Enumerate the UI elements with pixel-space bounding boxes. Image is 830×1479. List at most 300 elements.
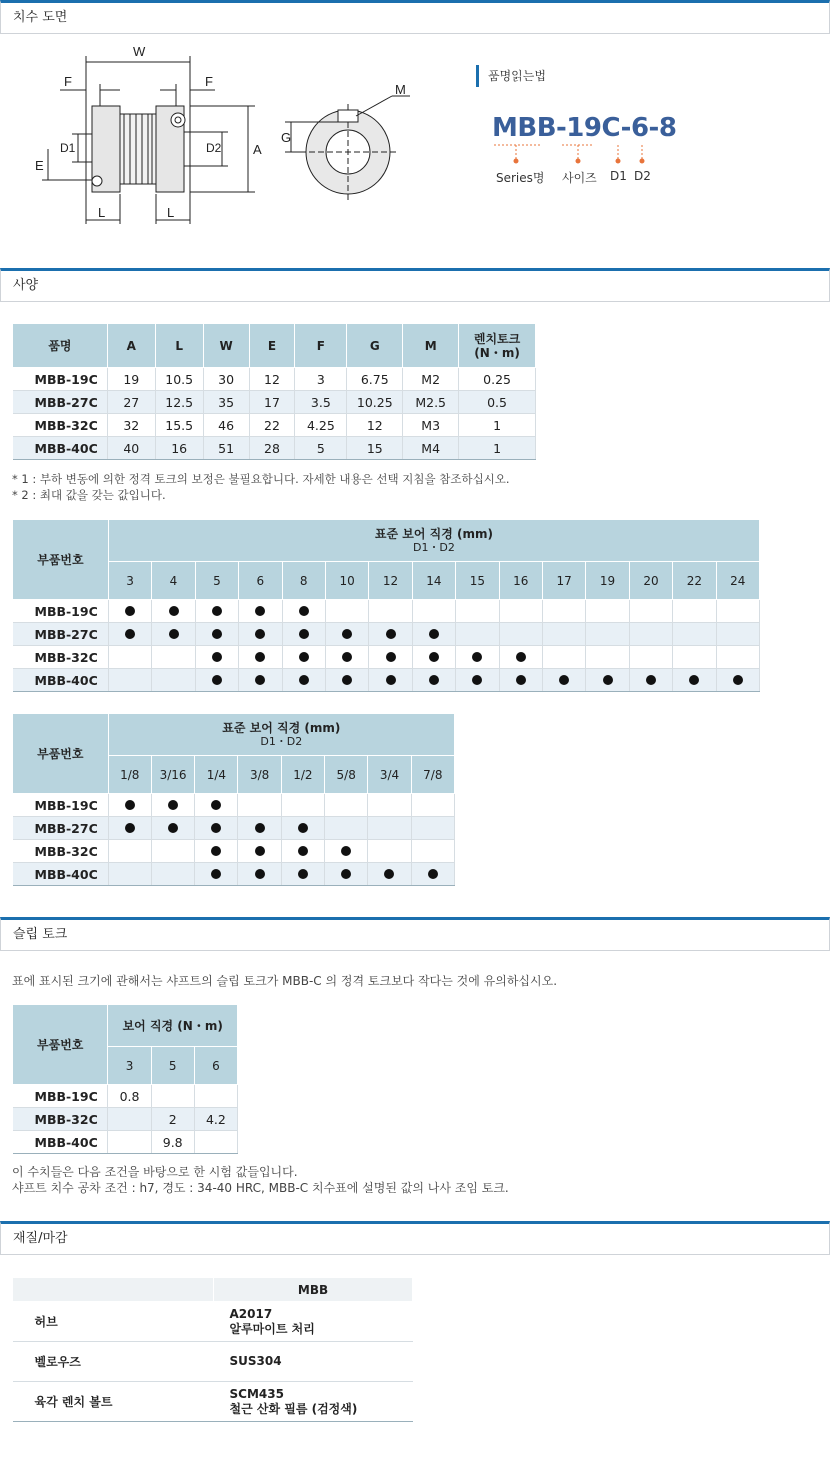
- available-dot-icon: [516, 675, 526, 685]
- part-number: MBB-32C: [13, 1108, 108, 1131]
- part-number: MBB-32C: [13, 646, 109, 669]
- bore-cell: [499, 623, 542, 646]
- naming-code: MBB-19C-6-8: [492, 113, 677, 143]
- available-dot-icon: [125, 823, 135, 833]
- table-cell: 6.75: [347, 368, 403, 391]
- bore-cell: [456, 623, 499, 646]
- available-dot-icon: [429, 675, 439, 685]
- bore-cell: [369, 600, 412, 623]
- table-cell: MBB-19C: [13, 368, 108, 391]
- bore-group-sub: D1・D2: [412, 540, 455, 554]
- bore-cell: [369, 669, 412, 692]
- table-cell: 15.5: [155, 414, 203, 437]
- available-dot-icon: [255, 846, 265, 856]
- bore-cell: [282, 669, 325, 692]
- bore-group-sub: D1・D2: [260, 734, 303, 748]
- label-M: M: [395, 82, 406, 97]
- spec-header: M: [403, 324, 459, 368]
- bore-metric-table: [12, 519, 760, 692]
- bore-cell: [195, 600, 238, 623]
- bore-cell: [281, 794, 324, 817]
- table-cell: 1: [459, 437, 536, 460]
- bore-cell: [456, 600, 499, 623]
- table-cell: 12: [347, 414, 403, 437]
- table-row: [13, 863, 455, 886]
- table-cell: 12: [249, 368, 295, 391]
- material-part: 육각 렌치 볼트: [13, 1382, 214, 1422]
- bore-size-header: 3/8: [238, 756, 281, 794]
- bore-cell: [238, 794, 281, 817]
- bore-cell: [412, 646, 455, 669]
- naming-guide: [476, 65, 776, 205]
- part-number: MBB-27C: [13, 817, 109, 840]
- available-dot-icon: [386, 675, 396, 685]
- bore-cell: [195, 863, 238, 886]
- bore-cell: [412, 669, 455, 692]
- bore-cell: [108, 623, 151, 646]
- available-dot-icon: [255, 869, 265, 879]
- section-title: 사양: [13, 278, 39, 293]
- bore-cell: [108, 669, 151, 692]
- available-dot-icon: [169, 606, 179, 616]
- available-dot-icon: [255, 823, 265, 833]
- table-row: [13, 1342, 413, 1382]
- table-cell: 0.25: [459, 368, 536, 391]
- bore-size-header: 20: [629, 562, 672, 600]
- bore-cell: [108, 840, 151, 863]
- part-number: MBB-19C: [13, 600, 109, 623]
- table-cell: 22: [249, 414, 295, 437]
- bore-cell: [325, 646, 368, 669]
- available-dot-icon: [472, 675, 482, 685]
- table-cell: 51: [203, 437, 249, 460]
- available-dot-icon: [125, 606, 135, 616]
- bore-cell: [325, 600, 368, 623]
- bore-cell: [411, 794, 454, 817]
- bore-cell: [411, 840, 454, 863]
- label-L-right: L: [167, 205, 175, 220]
- bore-cell: [586, 669, 629, 692]
- spec-header: W: [203, 324, 249, 368]
- label-W: W: [133, 44, 146, 59]
- bore-cell: [368, 817, 411, 840]
- bore-cell: [716, 669, 759, 692]
- available-dot-icon: [342, 652, 352, 662]
- table-row: [13, 669, 760, 692]
- bore-size-header: 1/2: [281, 756, 324, 794]
- bore-cell: [152, 669, 195, 692]
- table-cell: 0.5: [459, 391, 536, 414]
- slip-value: [108, 1108, 151, 1131]
- bore-size-header: 16: [499, 562, 542, 600]
- table-cell: 10.25: [347, 391, 403, 414]
- section-title: 재질/마감: [13, 1231, 68, 1246]
- table-row: [13, 414, 536, 437]
- bore-cell: [369, 646, 412, 669]
- bore-cell: [586, 600, 629, 623]
- bore-cell: [281, 840, 324, 863]
- table-cell: M2.5: [403, 391, 459, 414]
- bore-cell: [151, 794, 194, 817]
- bore-size-header: 10: [325, 562, 368, 600]
- available-dot-icon: [429, 652, 439, 662]
- spec-header: E: [249, 324, 295, 368]
- section-header-material: [0, 1221, 830, 1255]
- label-L-left: L: [98, 205, 106, 220]
- slip-note-1: 이 수치들은 다음 조건을 바탕으로 한 시험 값들입니다.: [12, 1165, 298, 1179]
- bore-inch-table: [12, 713, 455, 886]
- bore-size-header: 7/8: [411, 756, 454, 794]
- slip-value: 4.2: [194, 1108, 237, 1131]
- bore-cell: [152, 623, 195, 646]
- table-cell: 12.5: [155, 391, 203, 414]
- available-dot-icon: [733, 675, 743, 685]
- available-dot-icon: [211, 823, 221, 833]
- table-cell: MBB-40C: [13, 437, 108, 460]
- bore-cell: [195, 817, 238, 840]
- bore-cell: [368, 840, 411, 863]
- spec-header: A: [107, 324, 155, 368]
- available-dot-icon: [299, 652, 309, 662]
- bore-size-header: 8: [282, 562, 325, 600]
- slip-value: 9.8: [151, 1131, 194, 1154]
- material-part: 허브: [13, 1302, 214, 1342]
- bore-cell: [239, 669, 282, 692]
- table-cell: 27: [107, 391, 155, 414]
- table-cell: 40: [107, 437, 155, 460]
- bore-size-header: 3/4: [368, 756, 411, 794]
- table-cell: 32: [107, 414, 155, 437]
- bore-cell: [152, 646, 195, 669]
- bore-size-header: 22: [673, 562, 716, 600]
- bore-cell: [368, 794, 411, 817]
- bore-cell: [195, 840, 238, 863]
- bore-cell: [108, 817, 151, 840]
- table-cell: 28: [249, 437, 295, 460]
- naming-title: 품명읽는법: [488, 69, 546, 83]
- bore-cell: [542, 669, 585, 692]
- material-value-line: SCM435: [229, 1386, 284, 1401]
- part-number: MBB-40C: [13, 669, 109, 692]
- section-header-dimension: [0, 0, 830, 34]
- bore-cell: [195, 669, 238, 692]
- spec-note-2: * 2 : 최대 값을 갖는 값입니다.: [12, 488, 166, 502]
- material-header: MBB: [214, 1278, 413, 1302]
- table-cell: 16: [155, 437, 203, 460]
- label-A: A: [253, 142, 262, 157]
- table-cell: M4: [403, 437, 459, 460]
- available-dot-icon: [384, 869, 394, 879]
- table-cell: 5: [295, 437, 347, 460]
- bore-cell: [325, 817, 368, 840]
- spec-header: 품명: [13, 324, 108, 368]
- bore-cell: [281, 817, 324, 840]
- table-cell: 15: [347, 437, 403, 460]
- table-row: [13, 817, 455, 840]
- bore-cell: [239, 646, 282, 669]
- table-cell: MBB-27C: [13, 391, 108, 414]
- label-F-right: F: [205, 74, 213, 89]
- bore-cell: [282, 646, 325, 669]
- table-cell: 17: [249, 391, 295, 414]
- bore-group-header: [108, 714, 454, 756]
- slip-group-header: 보어 직경 (N・m): [108, 1005, 238, 1047]
- material-value-line: 알루마이트 처리: [229, 1321, 315, 1336]
- bore-cell: [716, 623, 759, 646]
- bore-cell: [281, 863, 324, 886]
- bore-cell: [151, 817, 194, 840]
- bore-cell: [108, 794, 151, 817]
- available-dot-icon: [386, 652, 396, 662]
- bore-cell: [629, 669, 672, 692]
- table-row: [13, 1085, 238, 1108]
- table-row: [13, 840, 455, 863]
- slip-note-2: 샤프트 치수 공차 조건 : h7, 경도 : 34-40 HRC, MBB-C 치수표에 설명된 값의 나사 조임 토크.: [12, 1181, 509, 1195]
- bore-group-header: [108, 520, 759, 562]
- available-dot-icon: [299, 675, 309, 685]
- bore-cell: [368, 863, 411, 886]
- bore-cell: [499, 600, 542, 623]
- table-cell: 46: [203, 414, 249, 437]
- table-row: [13, 1302, 413, 1342]
- available-dot-icon: [211, 869, 221, 879]
- bore-size-header: 24: [716, 562, 759, 600]
- bore-cell: [542, 646, 585, 669]
- part-number: MBB-40C: [13, 863, 109, 886]
- bore-cell: [542, 600, 585, 623]
- available-dot-icon: [255, 629, 265, 639]
- bore-cell: [412, 623, 455, 646]
- table-cell: MBB-32C: [13, 414, 108, 437]
- bore-size-header: 1/4: [195, 756, 238, 794]
- section-header-spec: [0, 268, 830, 302]
- available-dot-icon: [212, 675, 222, 685]
- available-dot-icon: [168, 800, 178, 810]
- slip-intro: 표에 표시된 크기에 관해서는 샤프트의 슬립 토크가 MBB-C 의 정격 토크보다 작다는 것에 유의하십시오.: [12, 974, 558, 988]
- table-cell: 35: [203, 391, 249, 414]
- available-dot-icon: [428, 869, 438, 879]
- part-number-header: 부품번호: [13, 520, 109, 600]
- material-value: [214, 1382, 413, 1422]
- table-cell: M2: [403, 368, 459, 391]
- bore-size-header: 15: [456, 562, 499, 600]
- bore-cell: [108, 600, 151, 623]
- material-value: [214, 1342, 413, 1382]
- available-dot-icon: [341, 869, 351, 879]
- slip-value: 0.8: [108, 1085, 151, 1108]
- table-row: [13, 600, 760, 623]
- slip-size-header: 3: [108, 1047, 151, 1085]
- available-dot-icon: [212, 606, 222, 616]
- bore-cell: [716, 646, 759, 669]
- material-table: [12, 1277, 413, 1422]
- available-dot-icon: [341, 846, 351, 856]
- available-dot-icon: [125, 800, 135, 810]
- available-dot-icon: [255, 652, 265, 662]
- naming-part-d2: D2: [634, 169, 651, 183]
- available-dot-icon: [646, 675, 656, 685]
- bore-cell: [108, 863, 151, 886]
- bore-cell: [586, 646, 629, 669]
- part-number-header: 부품번호: [13, 1005, 108, 1085]
- bore-cell: [325, 840, 368, 863]
- bore-cell: [673, 646, 716, 669]
- material-value-line: 철근 산화 필름 (검정색): [229, 1401, 358, 1416]
- slip-value: [194, 1085, 237, 1108]
- naming-accent-bar: [476, 65, 479, 87]
- naming-part-size: 사이즈: [562, 171, 597, 185]
- material-part: 벨로우즈: [13, 1342, 214, 1382]
- bore-size-header: 1/8: [108, 756, 151, 794]
- bore-cell: [412, 600, 455, 623]
- table-cell: 3.5: [295, 391, 347, 414]
- table-row: [13, 646, 760, 669]
- bore-cell: [325, 863, 368, 886]
- available-dot-icon: [342, 629, 352, 639]
- bore-cell: [456, 669, 499, 692]
- material-value-line: A2017: [229, 1306, 273, 1321]
- available-dot-icon: [168, 823, 178, 833]
- material-value-line: SUS304: [229, 1354, 282, 1368]
- table-cell: 3: [295, 368, 347, 391]
- label-D1: D1: [60, 141, 76, 155]
- available-dot-icon: [169, 629, 179, 639]
- bore-cell: [586, 623, 629, 646]
- table-row: [13, 1131, 238, 1154]
- bore-cell: [325, 669, 368, 692]
- slip-value: 2: [151, 1108, 194, 1131]
- bore-size-header: 14: [412, 562, 455, 600]
- bore-size-header: 5: [195, 562, 238, 600]
- bore-cell: [369, 623, 412, 646]
- bore-cell: [151, 840, 194, 863]
- spec-header: 렌치토크 (N・m): [459, 324, 536, 368]
- bore-group-title: 표준 보어 직경 (mm): [374, 526, 493, 541]
- available-dot-icon: [211, 846, 221, 856]
- bore-cell: [239, 600, 282, 623]
- table-row: [13, 1382, 413, 1422]
- part-number: MBB-32C: [13, 840, 109, 863]
- slip-value: [108, 1131, 151, 1154]
- bore-size-header: 6: [239, 562, 282, 600]
- slip-size-header: 6: [194, 1047, 237, 1085]
- part-number: MBB-27C: [13, 623, 109, 646]
- table-row: [13, 437, 536, 460]
- available-dot-icon: [255, 675, 265, 685]
- table-cell: 1: [459, 414, 536, 437]
- bore-size-header: 17: [542, 562, 585, 600]
- slip-size-header: 5: [151, 1047, 194, 1085]
- part-number-header: 부품번호: [13, 714, 109, 794]
- bore-cell: [542, 623, 585, 646]
- bore-cell: [238, 840, 281, 863]
- slip-value: [194, 1131, 237, 1154]
- bore-group-title: 표준 보어 직경 (mm): [222, 720, 341, 735]
- spec-header: F: [295, 324, 347, 368]
- table-row: [13, 623, 760, 646]
- available-dot-icon: [255, 606, 265, 616]
- part-number: MBB-40C: [13, 1131, 108, 1154]
- available-dot-icon: [472, 652, 482, 662]
- bore-cell: [282, 623, 325, 646]
- bore-cell: [499, 669, 542, 692]
- bore-cell: [456, 646, 499, 669]
- bore-cell: [325, 623, 368, 646]
- naming-part-series: Series명: [496, 171, 545, 185]
- bore-size-header: 19: [586, 562, 629, 600]
- part-number: MBB-19C: [13, 1085, 108, 1108]
- bore-cell: [238, 817, 281, 840]
- table-cell: 4.25: [295, 414, 347, 437]
- bore-cell: [195, 623, 238, 646]
- bore-size-header: 5/8: [325, 756, 368, 794]
- bore-cell: [238, 863, 281, 886]
- spec-note-1: * 1 : 부하 변동에 의한 정격 토크의 보정은 불필요합니다. 자세한 내용은 선택 지침을 참조하십시오.: [12, 472, 510, 486]
- dimension-drawing: [0, 34, 470, 234]
- bore-cell: [195, 646, 238, 669]
- table-row: [13, 794, 455, 817]
- available-dot-icon: [125, 629, 135, 639]
- available-dot-icon: [342, 675, 352, 685]
- bore-size-header: 4: [152, 562, 195, 600]
- label-E: E: [35, 158, 44, 173]
- available-dot-icon: [603, 675, 613, 685]
- spec-header: G: [347, 324, 403, 368]
- label-D2: D2: [206, 141, 222, 155]
- section-title: 슬립 토크: [13, 927, 68, 942]
- available-dot-icon: [299, 629, 309, 639]
- bore-size-header: 3: [108, 562, 151, 600]
- spec-header: L: [155, 324, 203, 368]
- table-cell: 10.5: [155, 368, 203, 391]
- material-value: [214, 1302, 413, 1342]
- bore-cell: [411, 817, 454, 840]
- available-dot-icon: [299, 606, 309, 616]
- bore-cell: [716, 600, 759, 623]
- bore-cell: [629, 623, 672, 646]
- bore-cell: [108, 646, 151, 669]
- bore-cell: [152, 600, 195, 623]
- table-cell: M3: [403, 414, 459, 437]
- slip-table: [12, 1004, 238, 1154]
- bore-cell: [673, 669, 716, 692]
- naming-part-d1: D1: [610, 169, 627, 183]
- material-empty-header: [13, 1278, 214, 1302]
- bore-cell: [411, 863, 454, 886]
- available-dot-icon: [298, 823, 308, 833]
- table-cell: 30: [203, 368, 249, 391]
- table-row: [13, 1108, 238, 1131]
- bore-cell: [629, 646, 672, 669]
- table-row: [13, 391, 536, 414]
- bore-cell: [282, 600, 325, 623]
- section-title: 치수 도면: [13, 10, 68, 25]
- label-G: G: [281, 130, 292, 145]
- available-dot-icon: [516, 652, 526, 662]
- bore-cell: [673, 600, 716, 623]
- bore-size-header: 12: [369, 562, 412, 600]
- bore-cell: [499, 646, 542, 669]
- slip-value: [151, 1085, 194, 1108]
- bore-cell: [195, 794, 238, 817]
- available-dot-icon: [429, 629, 439, 639]
- available-dot-icon: [386, 629, 396, 639]
- available-dot-icon: [212, 629, 222, 639]
- spec-table: [12, 323, 536, 460]
- bore-cell: [239, 623, 282, 646]
- bore-size-header: 3/16: [151, 756, 194, 794]
- bore-cell: [325, 794, 368, 817]
